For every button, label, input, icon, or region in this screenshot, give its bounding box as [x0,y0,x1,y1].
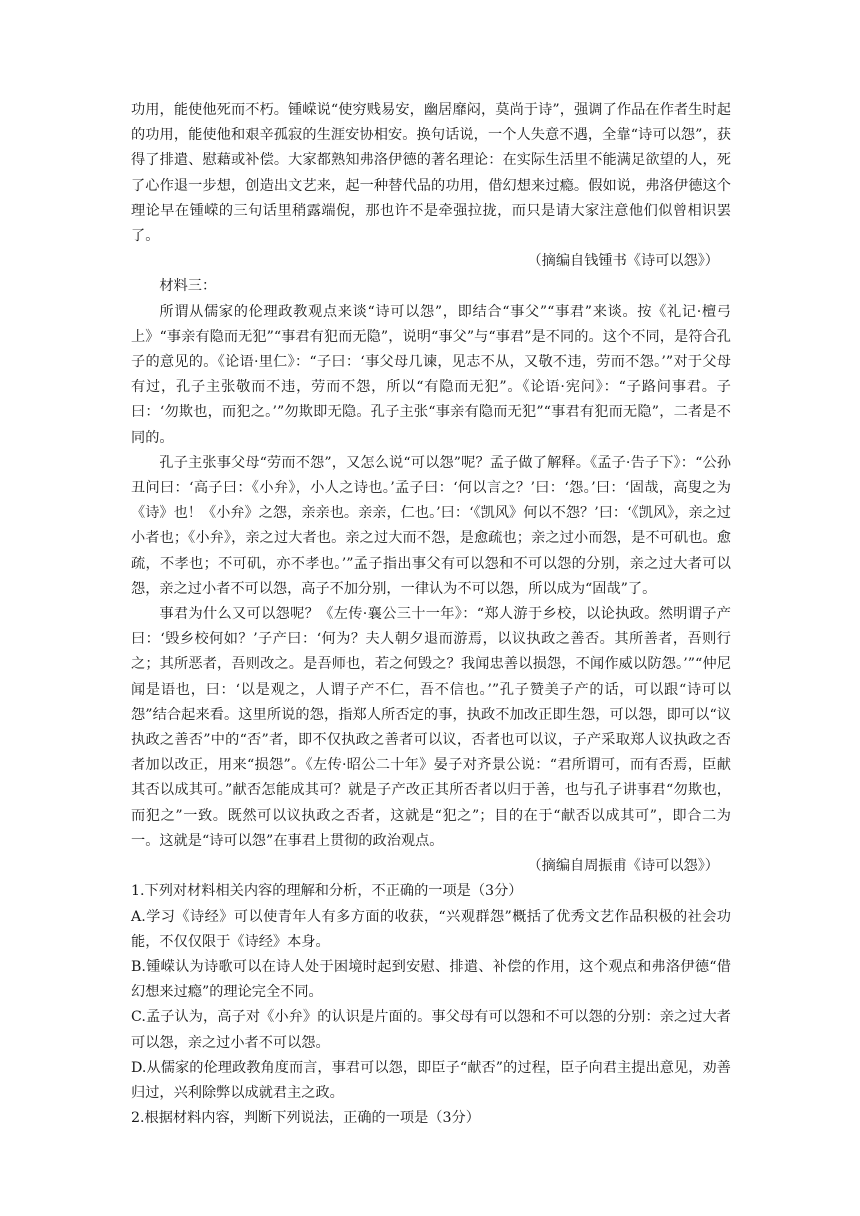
question-1-option-d: D.从儒家的伦理政教角度而言，事君可以怨，即臣子“献否”的过程，臣子向君主提出意见，劝善归过，兴利除弊以成就君主之政。 [131,1059,731,1101]
source-citation-1: （摘编自钱锺书《诗可以怨》） [527,253,719,270]
question-1-stem: 1.下列对材料相关内容的理解和分析，不正确的一项是（3分） [131,883,523,900]
question-1-option-b: B.锺嵘认为诗歌可以在诗人处于困境时起到安慰、排遣、补偿的作用，这个观点和弗洛伊德“借幻想来过瘾”的理论完全不同。 [131,958,731,1001]
question-1-option-c: C.孟子认为，高子对《小弁》的认识是片面的。事父母有可以怨和不可以怨的分别：亲之过大者可以怨，亲之过小者不可以怨。 [131,1009,731,1051]
material-3-heading: 材料三： [159,278,217,295]
source-citation-2: （摘编自周振甫《诗可以怨》） [527,858,719,875]
passage-tail: 功用，能使他死而不朽。锺嵘说“使穷贱易安，幽居靡闷，莫尚于诗”，强调了作品在作者生时起的功用，能使他和艰辛孤寂的生涯安协相安。换句话说，一个人失意不遇，全靠“诗可以怨”，获得了排遣、慰藉或补偿。大家都熟知弗洛伊德的著名理论：在实际生活里不能满足欲望的人，死了心作退一步想，创造出文艺来，起一种替代品的功用，借幻想来过瘾。假如说，弗洛伊德这个理论早在锺嵘的三句话里稍露端倪，那也许不是牵强拉拢，而只是请大家注意他们似曾相识罢了。 [131,102,731,245]
material-3-paragraph: 所谓从儒家的伦理政教观点来谈“诗可以怨”，即结合“事父”“事君”来谈。按《礼记·檀弓上》“事亲有隐而无犯”“事君有犯而无隐”，说明“事父”与“事君”是不同的。这个不同，是符合孔子的意见的。《论语·里仁》：“子曰：‘事父母几谏，见志不从，又敬不违，劳而不怨。’”对于父母有过，孔子主张敬而不违，劳而不怨，所以“有隐而无犯”。《论语·宪问》：“子路问事君。子曰：‘勿欺也，而犯之。’”勿欺即无隐。孔子主张“事亲有隐而无犯”“事君有犯而无隐”，二者是不同的。 [131,303,731,446]
question-1-option-a: A.学习《诗经》可以使青年人有多方面的收获，“兴观群怨”概括了优秀文艺作品积极的社会功能，不仅仅限于《诗经》本身。 [131,908,731,950]
material-3-paragraph: 事君为什么又可以怨呢？《左传·襄公三十一年》：“郑人游于乡校，以论执政。然明谓子产曰：‘毁乡校何如？’子产曰：‘何为？夫人朝夕退而游焉，以议执政之善否。其所善者，吾则行之；其所恶者，吾则改之。是吾师也，若之何毁之？我闻忠善以损怨，不闻作威以防怨。’”“仲尼闻是语也，曰：‘以是观之，人谓子产不仁，吾不信也。’”孔子赞美子产的话，可以跟“诗可以怨”结合起来看。这里所说的怨，指郑人所否定的事，执政不加改正即生怨，可以怨，即可以“议执政之善否”中的“否”者，即不仅执政之善者可以议，否者也可以议，子产采取郑人议执政之否者加以改正，用来“损怨”。《左传·昭公二十年》晏子对齐景公说：“君所谓可，而有否焉，臣献其否以成其可。”献否怎能成其可？就是子产改正其所否者以归于善，也与孔子讲事君“勿欺也，而犯之”一致。既然可以议执政之否者，这就是“犯之”；目的在于“献否以成其可”，即合二为一。这就是“诗可以怨”在事君上贯彻的政治观点。 [131,606,731,849]
document-page [131,98,731,1131]
question-2-stem: 2.根据材料内容，判断下列说法，正确的一项是（3分） [131,1110,480,1127]
material-3-paragraph: 孔子主张事父母“劳而不怨”，又怎么说“可以怨”呢？孟子做了解释。《孟子·告子下》：“公孙丑问曰：‘高子曰：《小弁》，小人之诗也。’孟子曰：‘何以言之？’曰：‘怨。’曰：‘固哉，高叟之为《诗》也！《小弁》之怨，亲亲也。亲亲，仁也。’曰：‘《凯风》何以不怨？’曰：‘《凯风》，亲之过小者也；《小弁》，亲之过大者也。亲之过大而不怨，是愈疏也；亲之过小而怨，是不可矶也。愈疏，不孝也；不可矶，亦不孝也。’”孟子指出事父有可以怨和不可以怨的分别，亲之过大者可以怨，亲之过小者不可以怨，高子不加分别，一律认为不可以怨，所以成为“固哉”了。 [131,454,731,597]
